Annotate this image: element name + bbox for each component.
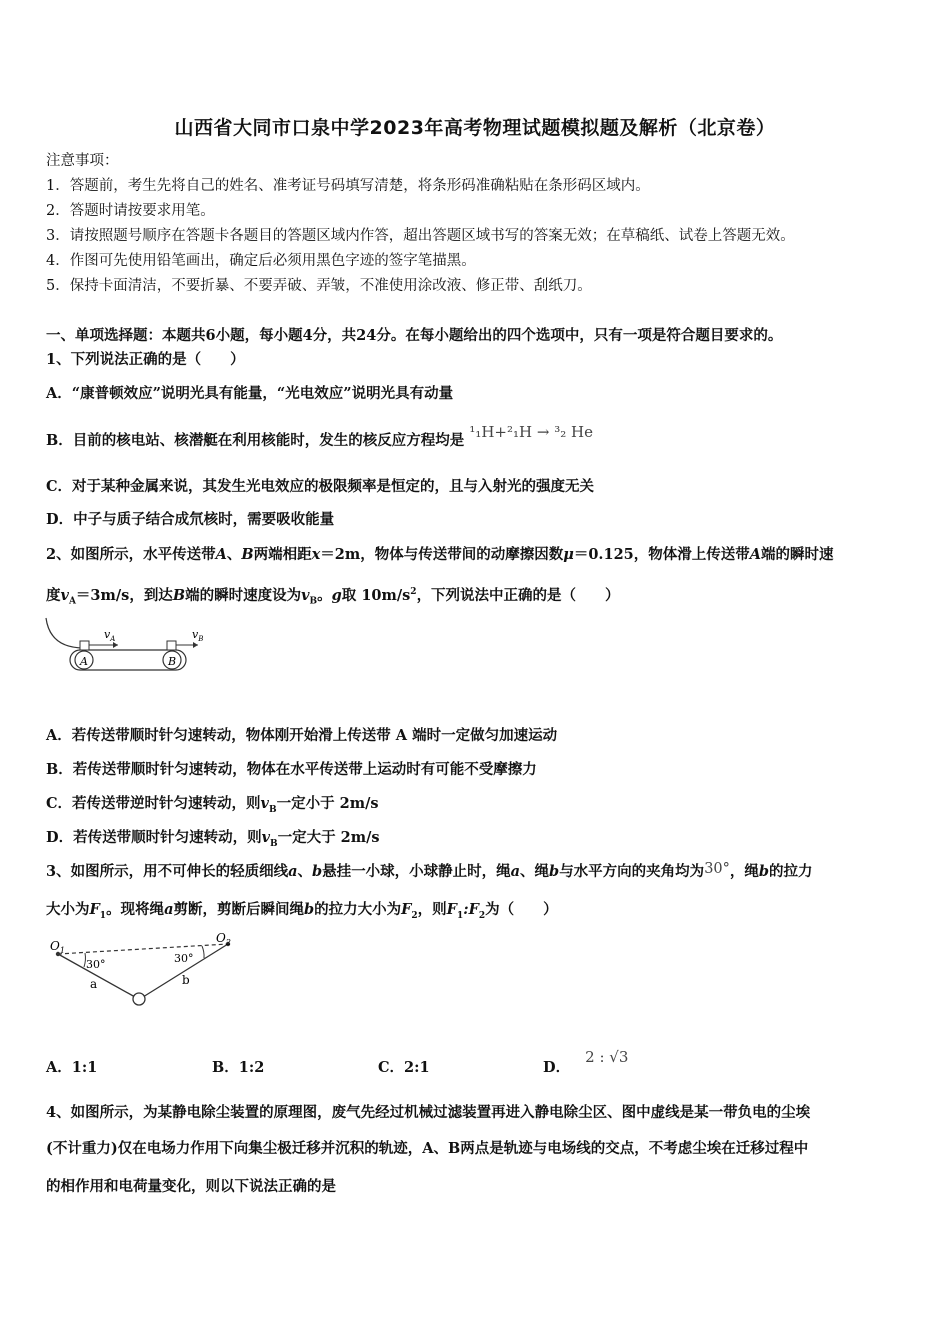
question-3-option-c: C．2:1 [378, 1059, 430, 1076]
text: 、 [226, 546, 242, 563]
var: b [303, 901, 315, 918]
ratio-formula: 2 : √3 [585, 1048, 629, 1066]
var: b [312, 863, 323, 880]
string-a-label: a [90, 977, 98, 991]
horizontal-reference-line [58, 944, 228, 954]
subscript: B [270, 838, 278, 849]
var: b [758, 863, 770, 880]
block-at-b [167, 641, 176, 650]
angle-value: 30° [704, 861, 730, 877]
var: A [215, 546, 227, 563]
text: ＝2m，物体与传送带间的动摩擦因数 [320, 546, 564, 563]
o: O [216, 931, 226, 945]
superscript: 2 [410, 587, 417, 597]
var: v [60, 586, 69, 604]
subscript: 2 [411, 910, 418, 921]
pulley-a-label: A [80, 655, 88, 668]
var: B [172, 586, 186, 604]
suspended-ball-figure [44, 930, 244, 1012]
text: 取 10m/s [341, 586, 411, 604]
v: v [192, 628, 199, 641]
subscript: 1 [456, 910, 464, 921]
var: B [241, 546, 254, 563]
notice-item-2: 2．答题时请按要求用笔。 [46, 203, 215, 219]
option-b-text: B．目前的核电站、核潜艇在利用核能时，发生的核反应方程均是 [46, 432, 465, 449]
v: v [104, 628, 111, 641]
ball [133, 993, 145, 1005]
option-d-label: D． [543, 1059, 571, 1076]
string-b-label: b [182, 973, 190, 987]
vb-label [192, 628, 203, 643]
var: a [510, 863, 521, 880]
var: a [164, 901, 174, 918]
var: A [749, 546, 762, 563]
question-2-stem-line-1 [46, 545, 834, 565]
var: F [89, 901, 100, 918]
angle-arc-b [202, 946, 204, 958]
text: 剪断，剪断后瞬间绳 [173, 901, 304, 918]
var: x [311, 546, 321, 563]
question-1-option-d: D．中子与质子结合成氘核时，需要吸收能量 [46, 511, 335, 528]
text: 度 [46, 586, 61, 604]
var: b [549, 863, 560, 880]
text: ＝3m/s，到达 [75, 586, 173, 604]
o2-label [216, 931, 231, 947]
question-4-stem-line-3: 的相作用和电荷量变化，则以下说法正确的是 [46, 1178, 336, 1195]
text: 一定大于 2m/s [277, 829, 380, 846]
text: 大小为 [46, 901, 90, 918]
angle-label-right: 30° [174, 952, 194, 965]
subscript: A [68, 596, 76, 607]
page-title: 山西省大同市口泉中学2023年高考物理试题模拟题及解析（北京卷） [174, 117, 776, 139]
text: 悬挂一小球，小球静止时，绳 [322, 863, 511, 880]
nuclear-equation: ¹₁H+²₁H → ³₂ He [469, 423, 593, 441]
subscript: 1 [99, 910, 107, 921]
va-label [104, 628, 115, 643]
question-3-option-d [543, 1048, 629, 1077]
notice-heading: 注意事项： [46, 153, 119, 169]
text: 、 [297, 863, 312, 880]
question-1-option-a: A．“康普顿效应”说明光具有能量，“光电效应”说明光具有动量 [46, 385, 454, 402]
subscript: 2 [478, 910, 486, 921]
sub: 2 [225, 938, 231, 947]
notice-item-5: 5．保持卡面清洁，不要折暴、不要弄破、弄皱，不准使用涂改液、修正带、刮纸刀。 [46, 278, 592, 294]
text: 2、如图所示，水平传送带 [46, 546, 216, 563]
var: :F [463, 901, 479, 918]
question-2-option-b: B．若传送带顺时针匀速转动，物体在水平传送带上运动时有可能不受摩擦力 [46, 761, 537, 778]
text: ，绳 [729, 863, 759, 880]
question-3-option-b: B．1:2 [212, 1059, 265, 1076]
text: 、绳 [520, 863, 550, 880]
question-3-stem-line-2 [46, 900, 558, 926]
block-at-a [80, 641, 89, 650]
sub: B [198, 635, 204, 643]
var: v [261, 829, 271, 846]
question-3-stem-line-1 [46, 862, 813, 882]
text: 与水平方向的夹角均为 [559, 863, 705, 880]
o1-label [50, 939, 65, 955]
question-1-option-c: C．对于某种金属来说，其发生光电效应的极限频率是恒定的，且与入射光的强度无关 [46, 478, 595, 495]
sub: A [110, 635, 116, 643]
text: 端的瞬时速度设为 [185, 586, 302, 604]
text: 端的瞬时速 [761, 546, 834, 563]
question-2-stem-line-2 [46, 582, 620, 612]
pulley-b-label: B [168, 655, 177, 668]
question-4-stem-line-1: 4、如图所示，为某静电除尘装置的原理图，废气先经过机械过滤装置再进入静电除尘区、图中虚线是某一带负电的尘埃 [46, 1104, 811, 1121]
question-3-option-a: A．1:1 [46, 1059, 98, 1076]
text: ，下列说法中正确的是（ ） [416, 586, 620, 604]
question-4-stem-line-2: (不计重力)仅在电场力作用下向集尘极迁移并沉积的轨迹，A、B两点是轨迹与电场线的交点，不考虑尘埃在迁移过程中 [46, 1140, 809, 1157]
text: 的拉力大小为 [314, 901, 402, 918]
notice-item-1: 1．答题前，考生先将自己的姓名、准考证号码填写清楚，将条形码准确粘贴在条形码区域内。 [46, 178, 650, 194]
text: 3、如图所示，用不可伸长的轻质细线 [46, 863, 289, 880]
var: F [446, 901, 457, 918]
text: ＝0.125，物体滑上传送带 [573, 546, 750, 563]
text: D．若传送带顺时针匀速转动，则 [46, 829, 262, 846]
text: C．若传送带逆时针匀速转动，则 [46, 795, 261, 812]
entry-ramp [46, 618, 84, 648]
notice-item-3: 3．请按照题号顺序在答题卡各题目的答题区域内作答，超出答题区域书写的答案无效；在草稿纸、试卷上答题无效。 [46, 228, 795, 244]
var: μ [563, 546, 574, 563]
subscript: B [309, 596, 318, 607]
var: v [260, 795, 269, 812]
var: g [331, 586, 342, 604]
var: F [401, 901, 412, 918]
question-2-option-a: A．若传送带顺时针匀速转动，物体刚开始滑上传送带 A 端时一定做匀加速运动 [46, 727, 558, 744]
angle-label-left: 30° [86, 958, 106, 971]
question-2-option-c [46, 794, 379, 820]
sub: 1 [59, 946, 65, 955]
var: a [288, 863, 298, 880]
text: 。现将绳 [106, 901, 165, 918]
text: 的拉力 [769, 863, 813, 880]
text: 为（ ） [485, 901, 558, 918]
question-1-stem: 1、下列说法正确的是（ ） [46, 351, 245, 368]
conveyor-belt-figure [40, 612, 204, 678]
text: 一定小于 2m/s [276, 795, 379, 812]
subscript: B [268, 804, 277, 815]
question-2-option-d [46, 828, 380, 854]
text: ，则 [417, 901, 447, 918]
o: O [50, 939, 60, 953]
text: 两端相距 [253, 546, 312, 563]
question-1-option-b [46, 423, 593, 451]
notice-item-4: 4．作图可先使用铅笔画出，确定后必须用黑色字迹的签字笔描黑。 [46, 253, 476, 269]
text: 。 [317, 586, 332, 604]
section-heading: 一、单项选择题：本题共6小题，每小题4分，共24分。在每小题给出的四个选项中，只有一项是符合题目要求的。 [46, 327, 783, 344]
var: v [301, 586, 310, 604]
